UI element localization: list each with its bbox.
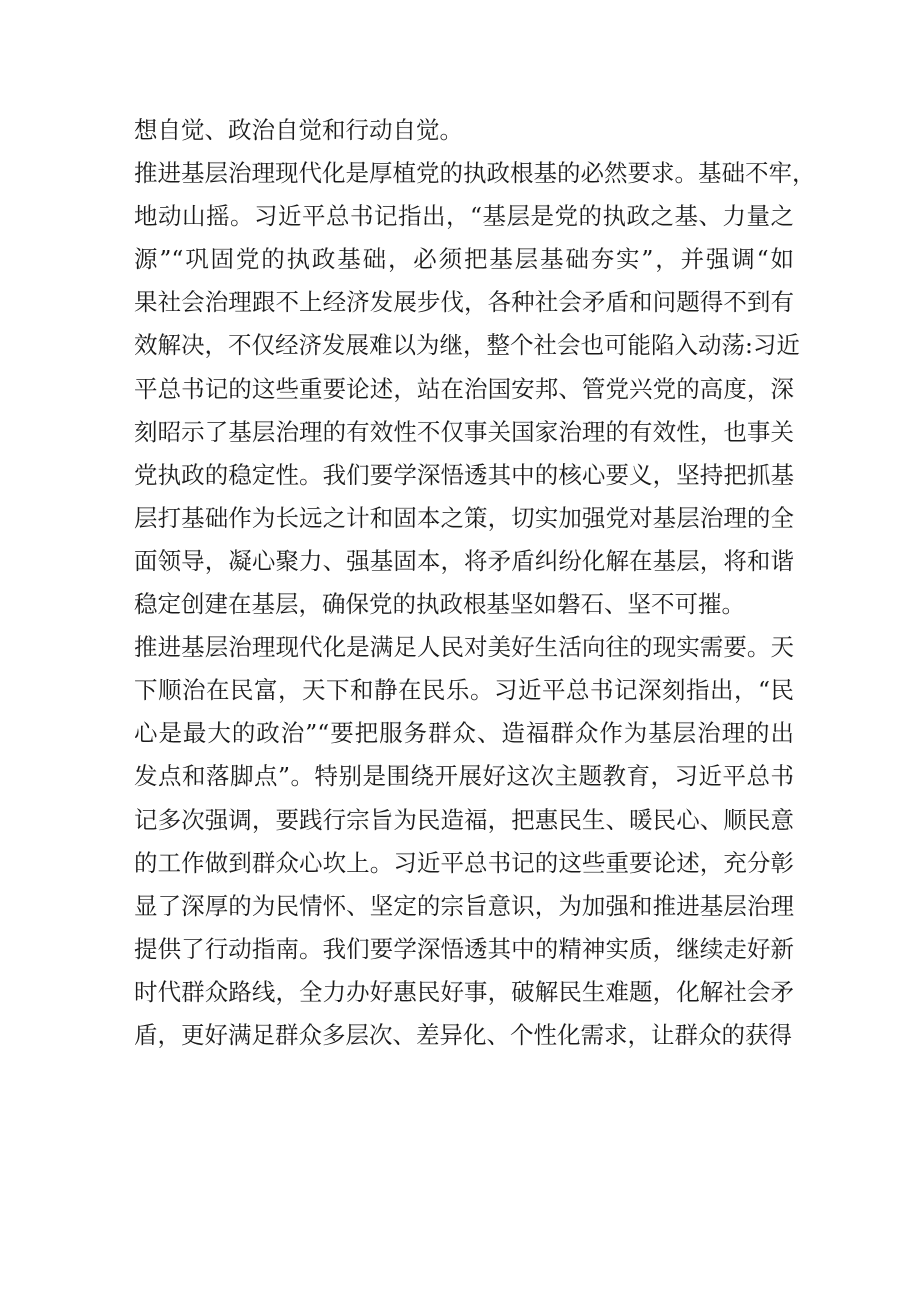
paragraph (134, 109, 794, 152)
text-line: 的工作做到群众心坎上。习近平总书记的这些重要论述，充分彰 (134, 848, 794, 877)
text-line: 心是最大的政治”“要把服务群众、造福群众作为基层治理的出 (134, 719, 794, 748)
paragraph (134, 152, 816, 626)
paragraph (134, 626, 794, 1057)
text-line: 推进基层治理现代化是厚植党的执政根基的必然要求。基础不牢， (134, 159, 816, 188)
text-line: 时代群众路线，全力办好惠民好事，破解民生难题，化解社会矛 (134, 977, 794, 1006)
text-line: 刻昭示了基层治理的有效性不仅事关国家治理的有效性，也事关 (134, 417, 794, 446)
text-line: 果社会治理跟不上经济发展步伐，各种社会矛盾和问题得不到有 (134, 288, 794, 317)
text-line: 想自觉、政治自觉和行动自觉。 (134, 116, 463, 144)
text-line: 下顺治在民富，天下和静在民乐。习近平总书记深刻指出，“民 (134, 676, 794, 705)
text-line: 地动山摇。习近平总书记指出，“基层是党的执政之基、力量之 (134, 202, 794, 231)
text-line: 记多次强调，要践行宗旨为民造福，把惠民生、暖民心、顺民意 (134, 805, 794, 834)
text-line: 推进基层治理现代化是满足人民对美好生活向往的现实需要。天 (134, 633, 794, 662)
document-body (134, 109, 816, 1057)
text-line: 稳定创建在基层，确保党的执政根基坚如磐石、坚不可摧。 (134, 590, 745, 619)
text-line: 盾，更好满足群众多层次、差异化、个性化需求，让群众的获得 (134, 1020, 792, 1049)
text-line: 效解决，不仅经济发展难以为继，整个社会也可能陷入动荡:习近 (134, 331, 800, 360)
text-line: 面领导，凝心聚力、强基固本，将矛盾纠纷化解在基层，将和谐 (134, 546, 794, 575)
text-line: 显了深厚的为民情怀、坚定的宗旨意识，为加强和推进基层治理 (134, 891, 794, 920)
text-line: 党执政的稳定性。我们要学深悟透其中的核心要义，坚持把抓基 (134, 460, 794, 489)
text-line: 发点和落脚点”。特别是围绕开展好这次主题教育，习近平总书 (134, 762, 794, 791)
text-line: 源”“巩固党的执政基础，必须把基层基础夯实”，并强调“如 (134, 245, 794, 274)
text-line: 层打基础作为长远之计和固本之策，切实加强党对基层治理的全 (134, 503, 794, 532)
text-line: 平总书记的这些重要论述，站在治国安邦、管党兴党的高度，深 (134, 374, 794, 403)
text-line: 提供了行动指南。我们要学深悟透其中的精神实质，继续走好新 (134, 934, 794, 963)
